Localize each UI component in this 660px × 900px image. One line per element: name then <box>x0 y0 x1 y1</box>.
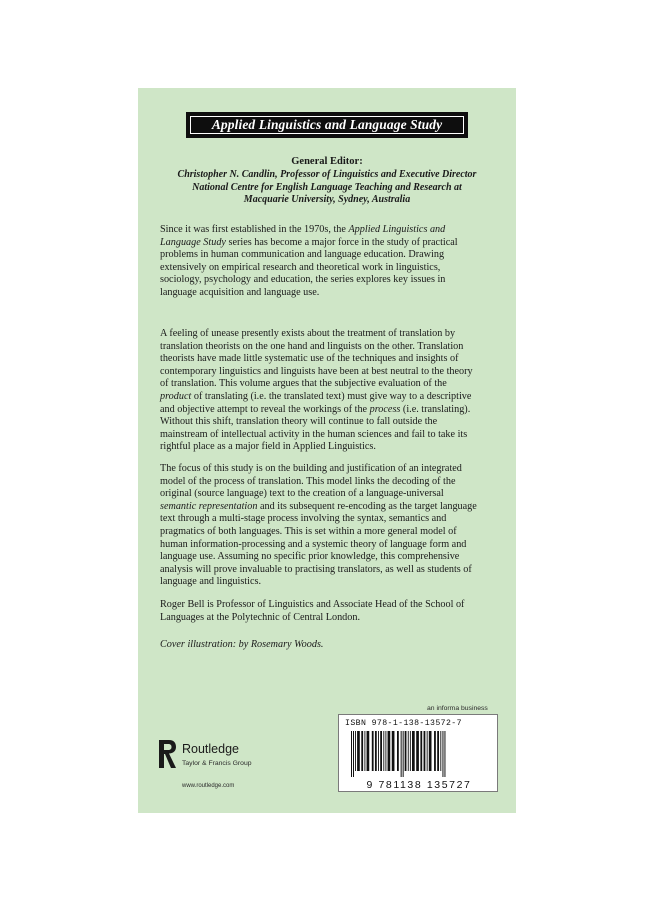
barcode-bar <box>440 731 441 771</box>
general-editor-heading: General Editor: <box>291 156 363 167</box>
book-back-cover <box>138 88 516 813</box>
series-description-paragraph <box>160 224 478 300</box>
series-title: Applied Linguistics and Language Study <box>190 116 464 134</box>
barcode-bar <box>351 731 352 777</box>
barcode-bar <box>397 731 399 771</box>
barcode-bar <box>353 731 354 777</box>
barcode-bar <box>405 731 407 771</box>
barcode-bar <box>385 731 386 771</box>
process-emphasis: process <box>369 403 401 415</box>
text-segment: of translating (i.e. the translated text) must give way to a descriptive and objective attempt to reveal the workings of the <box>160 390 472 415</box>
barcode-bar <box>357 731 360 771</box>
barcode-bar <box>416 731 419 771</box>
barcode-bar <box>383 731 384 771</box>
semantic-representation-emphasis: semantic representation <box>160 500 258 512</box>
barcode-bar <box>429 731 432 771</box>
series-name-emphasis: Applied Linguistics and Language Study <box>160 224 446 248</box>
text-segment: (i.e. translating). Without this shift, translation theory will continue to fall outside the mainstream of intellectual activity in the human sciences and fail to take its rightful place as a major field in Applied Linguistics. <box>160 403 471 453</box>
product-emphasis: product <box>160 390 192 402</box>
series-banner <box>186 112 468 138</box>
routledge-r-icon <box>156 738 178 770</box>
barcode-bar <box>437 731 439 771</box>
text-segment: series has become a major force in the study of practical problems in human communication and language education. Drawing extensively on empirical research and theoretical work in linguistics, sociology, psychology and education, the series explores key issues in language acquisition and language use. <box>160 236 458 298</box>
barcode-bar <box>424 731 426 771</box>
isbn-text: ISBN 978-1-138-13572-7 <box>345 719 462 728</box>
translation-unease-paragraph <box>160 328 478 454</box>
barcode-bar <box>442 731 443 777</box>
barcode-bar <box>410 731 411 771</box>
publisher-block <box>156 738 306 792</box>
study-focus-paragraph <box>160 463 478 589</box>
barcode-bar <box>372 731 374 771</box>
informa-business-label: an informa business <box>427 705 488 712</box>
barcode-bar <box>388 731 391 771</box>
barcode-bar <box>434 731 436 771</box>
barcode-bar <box>427 731 428 771</box>
barcode-bar <box>367 731 370 771</box>
isbn-barcode <box>338 714 498 792</box>
publisher-name: Routledge <box>182 742 239 756</box>
barcode-bar <box>403 731 404 777</box>
barcode-bar <box>412 731 415 771</box>
barcode-bar <box>375 731 377 771</box>
barcode-bar <box>420 731 422 771</box>
barcode-bar <box>444 731 445 777</box>
author-bio-paragraph: Roger Bell is Professor of Linguistics and Associate Head of the School of Languages at the Polytechnic of Central London. <box>160 599 465 623</box>
barcode-bar <box>408 731 409 771</box>
barcode-bar <box>364 731 365 771</box>
barcode-bar <box>392 731 395 771</box>
barcode-bars <box>351 731 487 777</box>
general-editor-details: Christopher N. Candlin, Professor of Linguistics and Executive Director National Centre for English Language Teaching and Research at Macquarie University, Sydney, Australia <box>177 169 477 206</box>
text-segment: Since it was first established in the 1970s, the <box>160 224 349 235</box>
text-segment: The focus of this study is on the building and justification of an integrated model of the process of translation. This model links the decoding of the original (source language) text to the creation of a language-universal <box>160 463 462 500</box>
barcode-bar <box>380 731 382 771</box>
barcode-digits: 9 781138 135727 <box>366 779 472 791</box>
cover-illustration-credit: Cover illustration: by Rosemary Woods. <box>160 639 324 650</box>
publisher-group: Taylor & Francis Group <box>182 760 252 767</box>
publisher-url: www.routledge.com <box>182 783 235 789</box>
barcode-bar <box>378 731 379 771</box>
general-editor-block <box>152 156 502 207</box>
text-segment: and its subsequent re-encoding as the target language text through a multi-stage process involving the syntax, semantics and pragmatics of both languages. This is set within a more general model of human information-processing and a systemic theory of language form and language use. Assuming no specific prior knowledge, this comprehensive analysis will prove invaluable to practising translators, as well as students of language and linguistics. <box>160 500 477 588</box>
barcode-bar <box>361 731 363 771</box>
barcode-bar <box>355 731 356 771</box>
barcode-bar <box>401 731 402 777</box>
text-segment: A feeling of unease presently exists about the treatment of translation by translation theorists on the one hand and linguists on the other. Translation theorists have made little systematic use of the techniques and insights of contemporary linguistics and linguists have been at best neutral to the theory of translation. This volume argues that the subjective evaluation of the <box>160 328 473 390</box>
